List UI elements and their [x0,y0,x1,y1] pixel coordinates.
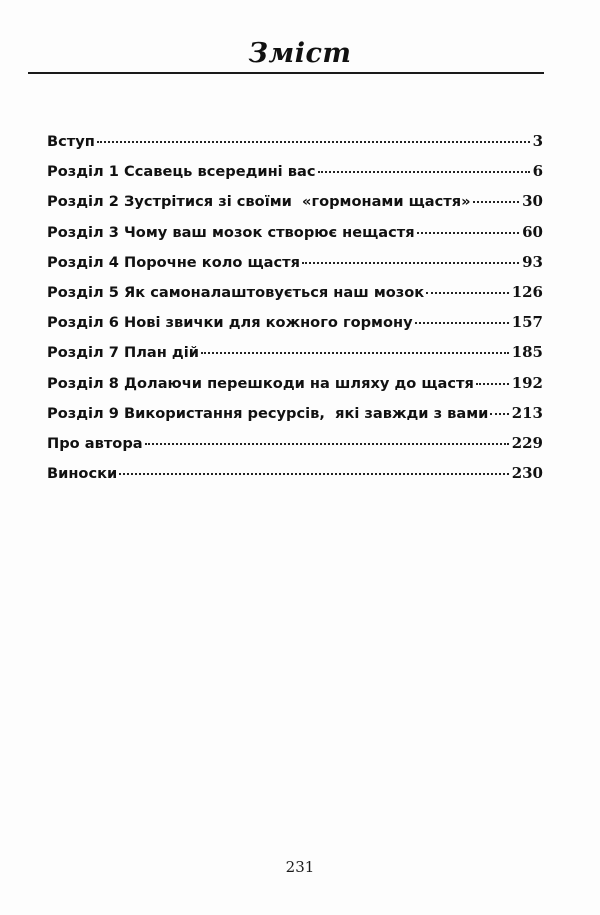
title-divider [28,72,544,74]
toc-entry-label: Розділ 4 Порочне коло щастя [47,253,300,271]
dot-leader [473,201,520,203]
dot-leader [302,262,519,264]
toc-entry-chapter-1 [47,162,543,192]
toc-entry-page: 229 [511,433,543,452]
toc-entry-about-author [47,434,543,464]
table-of-contents [47,132,543,494]
dot-leader [476,383,509,385]
page-number: 231 [285,858,315,876]
toc-entry-chapter-3 [47,223,543,253]
dot-leader [417,232,520,234]
dot-leader [201,352,509,354]
toc-entry-label: Розділ 5 Як самоналаштовується наш мозок [47,283,425,301]
toc-entry-chapter-2 [47,192,543,222]
toc-entry-label: Виноски [47,465,118,483]
toc-entry-label: Розділ 8 Долаючи перешкоди на шляху до щастя [47,374,474,392]
toc-entry-footnotes [47,464,543,494]
dot-leader [119,473,508,475]
dot-leader [318,171,530,173]
toc-entry-page: 93 [522,252,543,271]
toc-entry-label: Розділ 9 Використання ресурсів, які завжди з вами [47,404,489,422]
toc-entry-page: 213 [511,403,543,422]
toc-entry-page: 30 [522,192,543,211]
toc-entry-label: Розділ 3 Чому ваш мозок створює нещастя [47,223,415,241]
dot-leader [490,413,508,415]
toc-entry-chapter-6 [47,313,543,343]
toc-entry-label: Розділ 1 Ссавець всередині вас [47,163,316,181]
toc-entry-page: 157 [511,313,543,332]
toc-entry-label: Розділ 2 Зустрітися зі своїми «гормонами щастя» [47,193,471,211]
toc-entry-page: 185 [511,343,543,362]
toc-entry-chapter-4 [47,253,543,283]
dot-leader [97,141,530,143]
toc-entry-page: 60 [522,222,543,241]
toc-entry-label: Розділ 6 Нові звички для кожного гормону [47,314,413,332]
toc-entry-label: Розділ 7 План дій [47,344,199,362]
toc-entry-chapter-7 [47,343,543,373]
toc-entry-page: 230 [511,464,543,483]
toc-entry-label: Про автора [47,434,143,452]
toc-entry-chapter-8 [47,374,543,404]
dot-leader [426,292,509,294]
toc-entry-page: 6 [532,162,543,181]
dot-leader [145,443,509,445]
toc-entry-page: 126 [511,282,543,301]
dot-leader [415,322,509,324]
toc-entry-page: 3 [532,132,543,150]
toc-entry-chapter-9 [47,404,543,434]
toc-entry-intro [47,132,543,162]
toc-entry-page: 192 [511,373,543,392]
toc-entry-chapter-5 [47,283,543,313]
toc-entry-label: Вступ [47,133,95,150]
page-title: Зміст [248,38,352,69]
